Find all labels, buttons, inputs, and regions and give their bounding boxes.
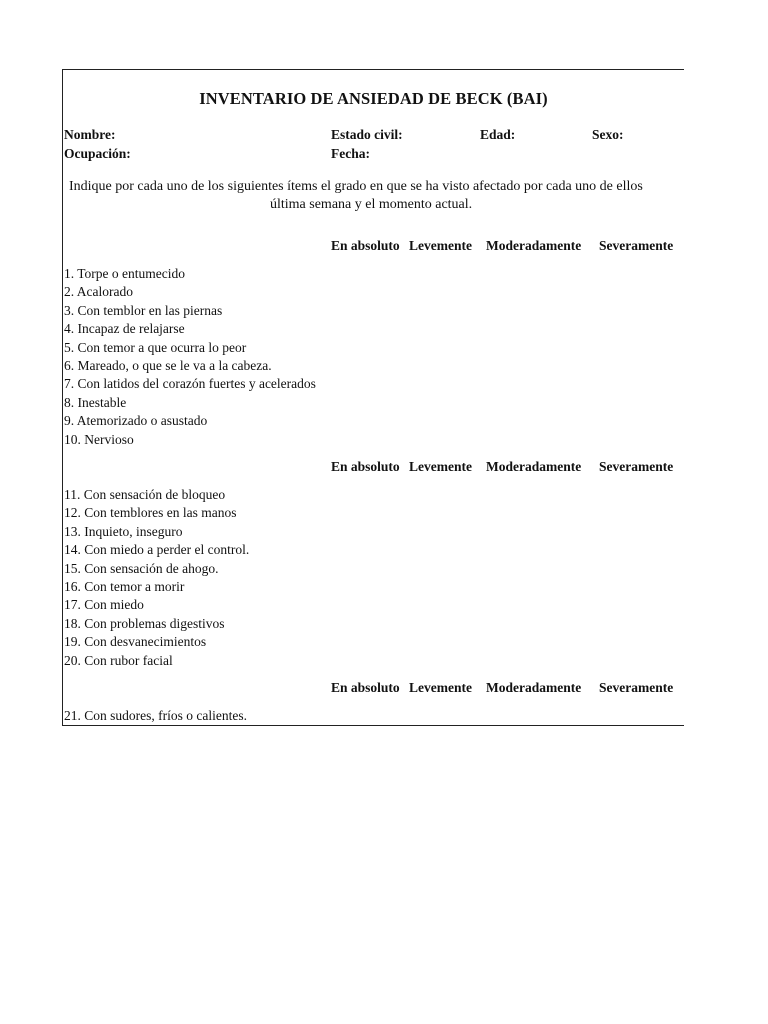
items-group-3 xyxy=(64,707,664,725)
scale-en-absoluto: En absoluto xyxy=(331,680,400,695)
list-item: 5. Con temor a que ocurra lo peor xyxy=(64,339,247,355)
fecha-label: Fecha: xyxy=(331,146,370,161)
scale-en-absoluto: En absoluto xyxy=(331,238,400,253)
items-group-1 xyxy=(64,265,664,449)
edad-label: Edad: xyxy=(480,127,516,142)
list-item: 1. Torpe o entumecido xyxy=(64,266,186,281)
list-item: 12. Con temblores en las manos xyxy=(64,505,237,521)
list-item: 8. Inestable xyxy=(64,394,127,410)
list-item: 15. Con sensación de ahogo. xyxy=(64,560,219,576)
scale-header-3 xyxy=(63,680,684,696)
scale-moderadamente: Moderadamente xyxy=(486,459,582,474)
list-item: 4. Incapaz de relajarse xyxy=(64,321,185,337)
instructions-line-1: Indique por cada uno de los siguientes ítems el grado en que se ha visto afectado por cada uno de ellos xyxy=(69,179,643,194)
sexo-label: Sexo: xyxy=(592,127,624,142)
list-item: 20. Con rubor facial xyxy=(64,652,173,668)
list-item: 18. Con problemas digestivos xyxy=(64,615,225,631)
list-item: 7. Con latidos del corazón fuertes y acelerados xyxy=(64,376,316,392)
scale-moderadamente: Moderadamente xyxy=(486,680,582,695)
list-item: 6. Mareado, o que se le va a la cabeza. xyxy=(64,357,272,373)
ocupacion-label: Ocupación: xyxy=(64,146,131,161)
list-item: 17. Con miedo xyxy=(64,597,144,613)
scale-levemente: Levemente xyxy=(409,680,472,695)
instructions-line-2: última semana y el momento actual. xyxy=(270,197,473,212)
scale-header-2 xyxy=(63,459,684,475)
scale-severamente: Severamente xyxy=(599,459,674,474)
scale-levemente: Levemente xyxy=(409,459,472,474)
list-item: 13. Inquieto, inseguro xyxy=(64,523,183,539)
list-item: 19. Con desvanecimientos xyxy=(64,634,207,650)
list-item: 21. Con sudores, fríos o calientes. xyxy=(64,708,247,723)
items-group-2 xyxy=(64,486,664,670)
list-item: 2. Acalorado xyxy=(64,284,133,300)
questionnaire-sheet xyxy=(62,69,684,726)
list-item: 11. Con sensación de bloqueo xyxy=(64,487,226,502)
list-item: 9. Atemorizado o asustado xyxy=(64,413,208,429)
list-item: 16. Con temor a morir xyxy=(64,578,185,594)
scale-moderadamente: Moderadamente xyxy=(486,238,582,253)
scale-en-absoluto: En absoluto xyxy=(331,459,400,474)
estado-civil-label: Estado civil: xyxy=(331,127,403,142)
form-title: INVENTARIO DE ANSIEDAD DE BECK (BAI) xyxy=(199,89,548,108)
list-item: 14. Con miedo a perder el control. xyxy=(64,542,250,558)
scale-header-1 xyxy=(63,238,684,254)
scale-severamente: Severamente xyxy=(599,680,674,695)
nombre-label: Nombre: xyxy=(64,127,116,142)
scale-levemente: Levemente xyxy=(409,238,472,253)
list-item: 3. Con temblor en las piernas xyxy=(64,302,223,318)
scale-severamente: Severamente xyxy=(599,238,674,253)
list-item: 10. Nervioso xyxy=(64,431,134,447)
